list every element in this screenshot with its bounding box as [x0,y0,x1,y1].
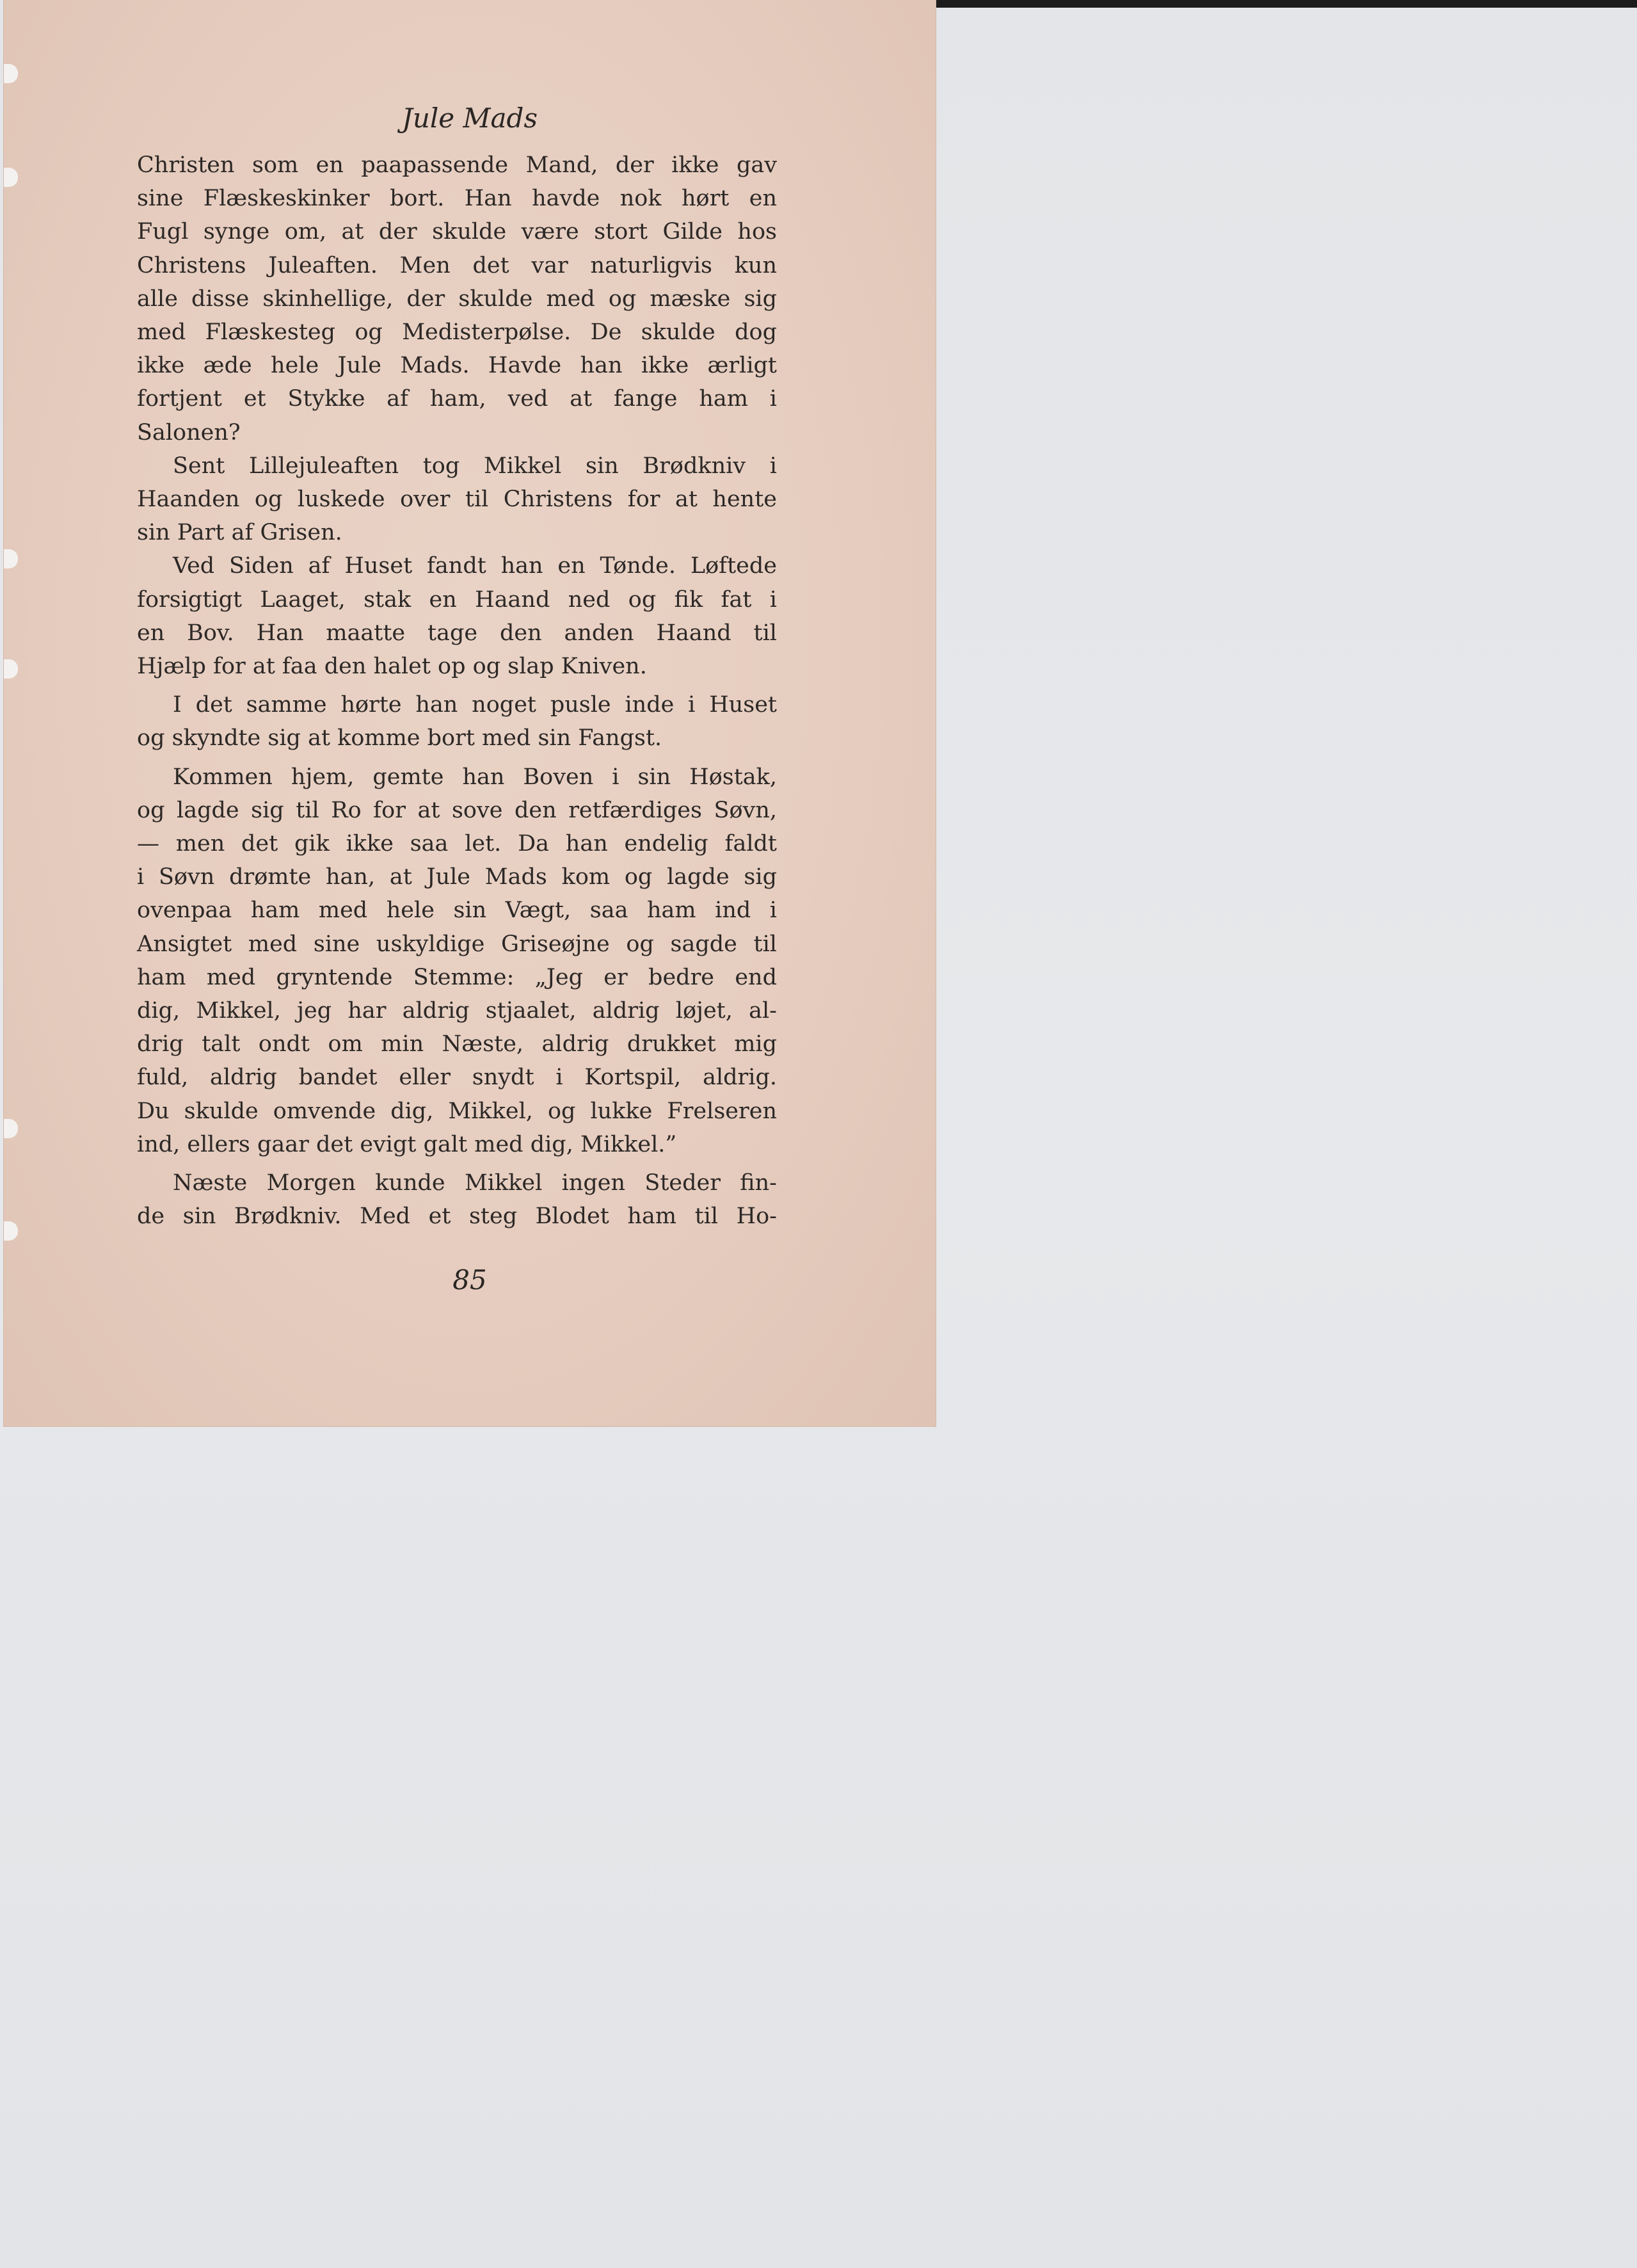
text-line: fortjent et Stykke af ham, ved at fange ham i [137,386,777,412]
text-line: Ansigtet med sine uskyldige Griseøjne og sagde til [137,931,777,957]
text-line: Christen som en paapassende Mand, der ikke gav [137,152,777,178]
scanner-edge-strip [934,0,1637,8]
text-line: Kommen hjem, gemte han Boven i sin Høstak, [173,764,777,790]
paragraph [137,549,777,683]
text-line: ham med gryntende Stemme: „Jeg er bedre end [137,964,777,990]
text-line: Salonen? [137,419,241,446]
text-line: sin Part af Grisen. [137,520,342,546]
text-line: alle disse skinhellige, der skulde med og mæske sig [137,286,777,312]
text-line: de sin Brødkniv. Med et steg Blodet ham til Ho- [137,1203,777,1230]
binding-hole [4,168,18,187]
text-line: sine Flæskeskinker bort. Han havde nok hørt en [137,186,777,212]
text-line: en Bov. Han maatte tage den anden Haand til [137,620,777,646]
text-line: — men det gik ikke saa let. Da han endelig faldt [137,831,777,857]
text-line: drig talt ondt om min Næste, aldrig drukket mig [137,1031,777,1058]
binding-hole [4,64,18,83]
binding-hole [4,1119,18,1138]
text-line: ovenpaa ham med hele sin Vægt, saa ham ind i [137,897,777,924]
text-line: og skyndte sig at komme bort med sin Fangst. [137,725,662,752]
paragraph [137,688,777,755]
text-line: Næste Morgen kunde Mikkel ingen Steder fin- [173,1170,777,1196]
body-text [137,149,777,1234]
text-line: fuld, aldrig bandet eller snydt i Kortspil, aldrig. [137,1065,777,1091]
text-line: ind, ellers gaar det evigt galt med dig, Mikkel.” [137,1131,677,1157]
text-line: Christens Juleaften. Men det var naturligvis kun [137,252,777,278]
text-line: Hjælp for at faa den halet op og slap Kniven. [137,654,647,680]
paragraph [137,760,777,1161]
text-line: Fugl synge om, at der skulde være stort Gilde hos [137,219,777,245]
text-line: Ved Siden af Huset fandt han en Tønde. Løftede [173,553,777,579]
text-line: og lagde sig til Ro for at sove den retfærdiges Søvn, [137,797,777,823]
text-line: Sent Lillejuleaften tog Mikkel sin Brødkniv i [173,453,777,479]
text-line: forsigtigt Laaget, stak en Haand ned og fik fat i [137,586,777,613]
binding-hole [4,549,18,568]
text-line: Haanden og luskede over til Christens for at hente [137,487,777,513]
binding-hole [4,1221,18,1241]
text-line: I det samme hørte han noget pusle inde i Huset [173,692,777,718]
paragraph [137,449,777,550]
running-head: Jule Mads [401,102,538,134]
text-line: i Søvn drømte han, at Jule Mads kom og lagde sig [137,864,777,890]
book-page [4,0,936,1426]
page-number: 85 [452,1264,487,1296]
text-line: Du skulde omvende dig, Mikkel, og lukke Frelseren [137,1098,777,1124]
text-line: med Flæskesteg og Medisterpølse. De skulde dog [137,319,777,346]
text-line: ikke æde hele Jule Mads. Havde han ikke ærligt [137,353,777,379]
text-line: dig, Mikkel, jeg har aldrig stjaalet, aldrig løjet, al- [137,998,777,1024]
paragraph [137,149,777,449]
binding-hole [4,659,18,679]
paragraph [137,1166,777,1233]
